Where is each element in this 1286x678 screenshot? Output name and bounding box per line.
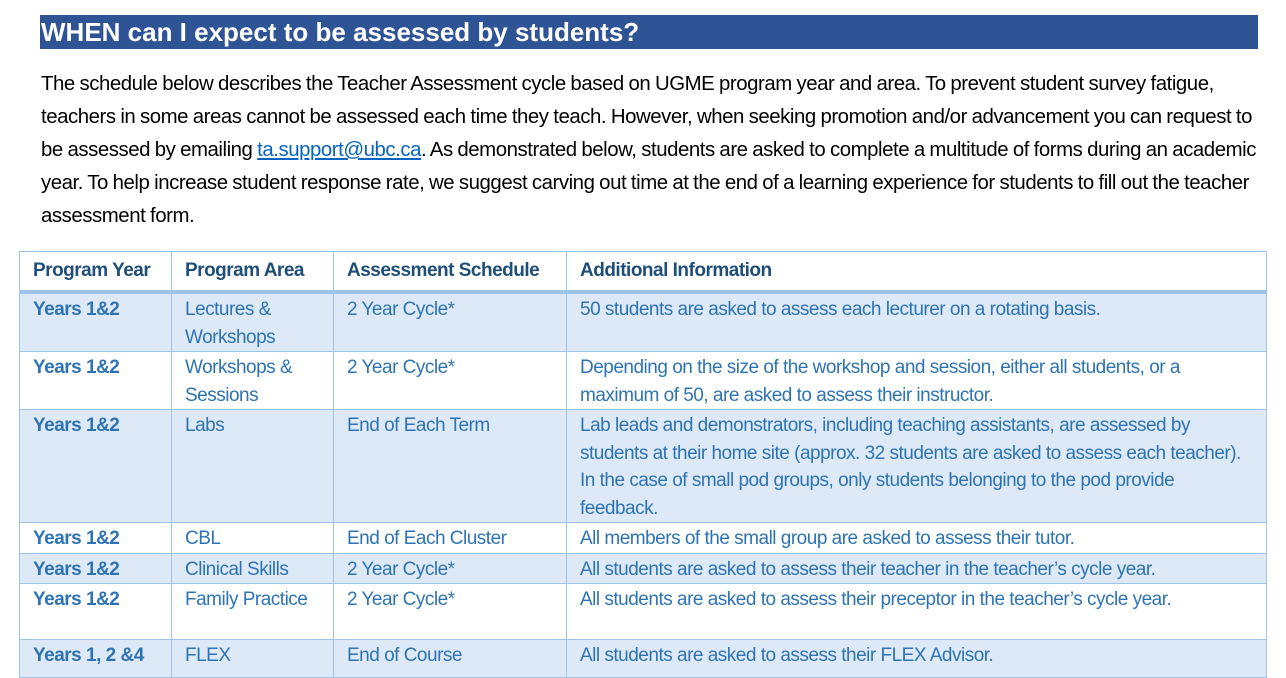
- cell-additional-information: 50 students are asked to assess each lecturer on a rotating basis.: [567, 292, 1267, 352]
- cell-program-area: FLEX: [172, 640, 334, 678]
- support-email-link[interactable]: ta.support@ubc.ca: [257, 139, 421, 161]
- cell-program-year: Years 1&2: [20, 292, 172, 352]
- cell-additional-information: All students are asked to assess their preceptor in the teacher’s cycle year.: [567, 584, 1267, 640]
- intro-paragraph: [41, 68, 1266, 233]
- cell-assessment-schedule: End of Each Term: [334, 410, 567, 523]
- cell-assessment-schedule: 2 Year Cycle*: [334, 352, 567, 410]
- cell-program-year: Years 1&2: [20, 523, 172, 554]
- cell-program-year: Years 1&2: [20, 410, 172, 523]
- cell-assessment-schedule: 2 Year Cycle*: [334, 584, 567, 640]
- cell-program-year: Years 1, 2 &4: [20, 640, 172, 678]
- cell-additional-information: Depending on the size of the workshop and session, either all students, or a maximum of 50, are asked to assess their instructor.: [567, 352, 1267, 410]
- table-row: [20, 523, 1267, 554]
- cell-assessment-schedule: 2 Year Cycle*: [334, 553, 567, 584]
- header-additional-information: Additional Information: [567, 252, 1267, 293]
- intro-text-before-link: The schedule below describes the Teacher Assessment cycle based on UGME program year and area. To prevent student survey fatigue, teachers in some areas cannot be assessed each time they teach. However, when seeking promotion and/or advancement you can request to be assessed by emailing: [41, 73, 1252, 161]
- section-heading: WHEN can I expect to be assessed by students?: [40, 15, 1258, 49]
- cell-additional-information: Lab leads and demonstrators, including teaching assistants, are assessed by students at their home site (approx. 32 students are asked to assess each teacher). In the case of small pod groups, only students belonging to the pod provide feedback.: [567, 410, 1267, 523]
- cell-additional-information: All students are asked to assess their FLEX Advisor.: [567, 640, 1267, 678]
- cell-program-area: Lectures & Workshops: [172, 292, 334, 352]
- header-program-area: Program Area: [172, 252, 334, 293]
- table-row: [20, 584, 1267, 640]
- cell-additional-information: All members of the small group are asked to assess their tutor.: [567, 523, 1267, 554]
- cell-program-area: Clinical Skills: [172, 553, 334, 584]
- table-header-row: [20, 252, 1267, 293]
- header-assessment-schedule: Assessment Schedule: [334, 252, 567, 293]
- table-row: [20, 292, 1267, 352]
- cell-program-area: Workshops & Sessions: [172, 352, 334, 410]
- table-row: [20, 553, 1267, 584]
- table-row: [20, 640, 1267, 678]
- header-program-year: Program Year: [20, 252, 172, 293]
- table-row: [20, 410, 1267, 523]
- cell-assessment-schedule: End of Each Cluster: [334, 523, 567, 554]
- cell-program-area: Family Practice: [172, 584, 334, 640]
- cell-program-year: Years 1&2: [20, 352, 172, 410]
- cell-assessment-schedule: 2 Year Cycle*: [334, 292, 567, 352]
- cell-program-year: Years 1&2: [20, 553, 172, 584]
- cell-program-area: CBL: [172, 523, 334, 554]
- cell-program-year: Years 1&2: [20, 584, 172, 640]
- table-row: [20, 352, 1267, 410]
- cell-program-area: Labs: [172, 410, 334, 523]
- cell-assessment-schedule: End of Course: [334, 640, 567, 678]
- cell-additional-information: All students are asked to assess their teacher in the teacher’s cycle year.: [567, 553, 1267, 584]
- intro-text-after-link: . As demonstrated below, students are asked to complete a multitude of forms during an academic year. To help increase student response rate, we suggest carving out time at the end of a learning experience for students to fill out the teacher assessment form.: [41, 139, 1256, 227]
- assessment-schedule-table: [19, 251, 1267, 678]
